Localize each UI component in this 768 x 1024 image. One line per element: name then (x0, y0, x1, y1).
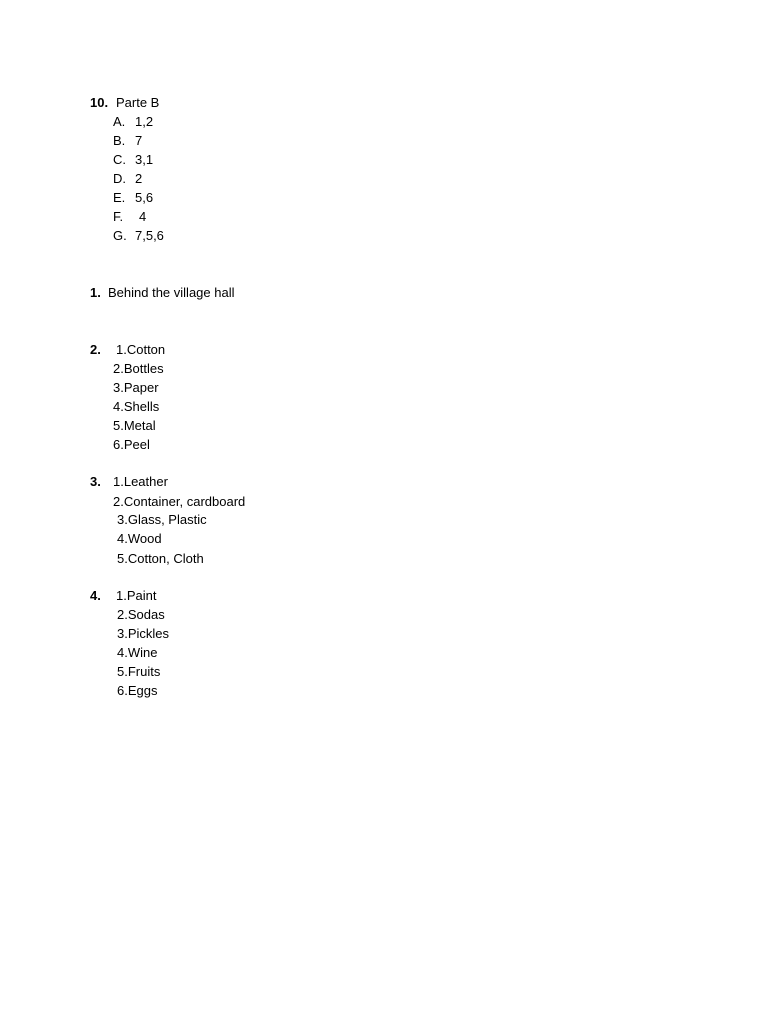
section-10-number: 10. (90, 95, 109, 110)
question-4-item-4: 4.Wine (117, 645, 158, 660)
question-3-number: 3. (90, 474, 101, 489)
option-answer-d: 2 (135, 171, 143, 186)
question-1-answer: Behind the village hall (108, 285, 235, 300)
section-10-title: Parte B (116, 95, 160, 110)
question-1-number: 1. (90, 285, 101, 300)
question-4-item-2: 2.Sodas (117, 607, 165, 622)
question-2-item-6: 6.Peel (113, 437, 150, 452)
option-answer-c: 3,1 (135, 152, 154, 167)
option-answer-a: 1,2 (135, 114, 154, 129)
question-4-item-1: 1.Paint (116, 588, 157, 603)
option-letter-e: E. (113, 190, 126, 205)
question-3-item-3: 3.Glass, Plastic (117, 512, 207, 527)
question-3-item-5: 5.Cotton, Cloth (117, 551, 204, 566)
option-letter-a: A. (113, 114, 126, 129)
question-2-item-5: 5.Metal (113, 418, 156, 433)
option-letter-c: C. (113, 152, 126, 167)
question-2-item-1: 1.Cotton (116, 342, 166, 357)
option-letter-b: B. (113, 133, 126, 148)
option-letter-d: D. (113, 171, 126, 186)
option-letter-f: F. (113, 209, 124, 224)
question-3-item-1: 1.Leather (113, 474, 168, 489)
question-3-item-2: 2.Container, cardboard (113, 494, 246, 509)
question-4-number: 4. (90, 588, 101, 603)
option-answer-f: 4 (139, 209, 147, 224)
question-4-item-6: 6.Eggs (117, 683, 158, 698)
question-2-item-3: 3.Paper (113, 380, 159, 395)
option-answer-g: 7,5,6 (135, 228, 164, 243)
option-answer-b: 7 (135, 133, 143, 148)
question-2-item-4: 4.Shells (113, 399, 160, 414)
option-answer-e: 5,6 (135, 190, 154, 205)
question-2-item-2: 2.Bottles (113, 361, 164, 376)
question-4-item-5: 5.Fruits (117, 664, 161, 679)
question-2-number: 2. (90, 342, 101, 357)
question-3-item-4: 4.Wood (117, 531, 162, 546)
question-4-item-3: 3.Pickles (117, 626, 170, 641)
option-letter-g: G. (113, 228, 127, 243)
